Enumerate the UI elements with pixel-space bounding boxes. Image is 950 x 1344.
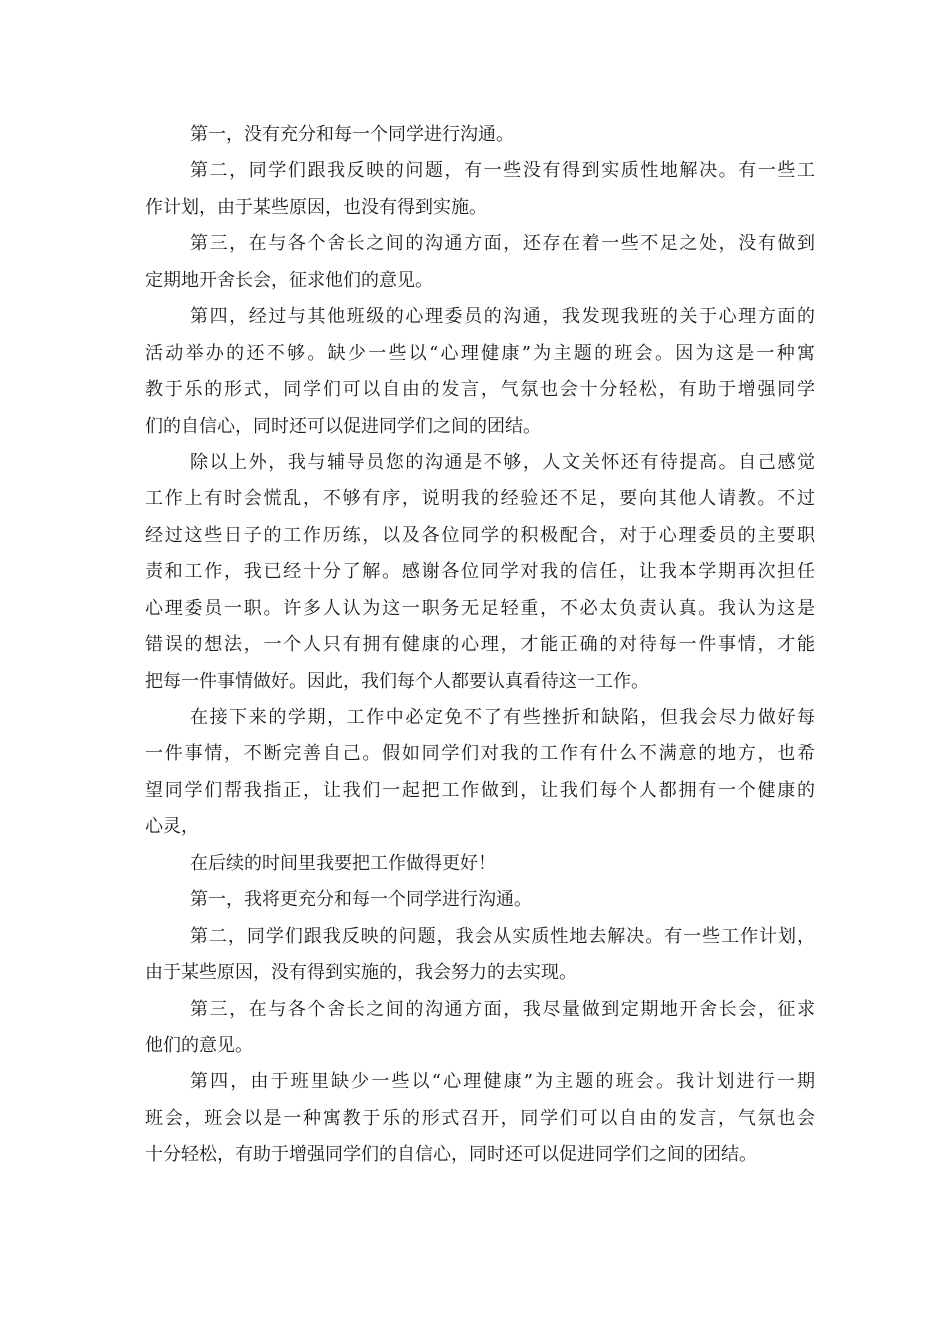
text-line: 第二，同学们跟我反映的问题，我会从实质性地去解决。有一些工作计划， [190,925,815,947]
text-line: 经过这些日子的工作历练，以及各位同学的积极配合，对于心理委员的主要职 [145,524,815,546]
text-line: 第二，同学们跟我反映的问题，有一些没有得到实质性地解决。有一些工 [190,160,815,182]
text-line: 第一，我将更充分和每一个同学进行沟通。 [190,889,532,911]
text-line: 在后续的时间里我要把工作做得更好！ [190,852,496,874]
text-line: 活动举办的还不够。缺少一些以“心理健康”为主题的班会。因为这是一种寓 [145,342,815,364]
text-line: 们的自信心，同时还可以促进同学们之间的团结。 [145,415,541,437]
text-line: 在接下来的学期，工作中必定免不了有些挫折和缺陷，但我会尽力做好每 [190,707,815,728]
text-line: 十分轻松，有助于增强同学们的自信心，同时还可以促进同学们之间的团结。 [145,1144,757,1166]
text-line: 望同学们帮我指正，让我们一起把工作做到，让我们每个人都拥有一个健康的 [145,779,815,801]
text-line: 工作上有时会慌乱，不够有序，说明我的经验还不足，要向其他人请教。不过 [145,488,815,510]
text-line: 由于某些原因，没有得到实施的，我会努力的去实现。 [145,962,577,984]
document-body [145,117,815,1174]
text-line: 一件事情，不断完善自己。假如同学们对我的工作有什么不满意的地方，也希 [145,743,815,765]
text-line: 第三，在与各个舍长之间的沟通方面，还存在着一些不足之处，没有做到 [190,233,815,255]
text-line: 他们的意见。 [145,1034,253,1056]
text-line: 把每一件事情做好。因此，我们每个人都要认真看待这一工作。 [145,670,649,692]
text-line: 定期地开舍长会，征求他们的意见。 [145,269,433,291]
text-line: 错误的想法，一个人只有拥有健康的心理，才能正确的对待每一件事情，才能 [145,634,815,656]
text-line: 心灵， [145,816,199,838]
text-line: 第四，经过与其他班级的心理委员的沟通，我发现我班的关于心理方面的 [190,306,815,328]
text-line: 除以上外，我与辅导员您的沟通是不够，人文关怀还有待提高。自己感觉 [190,451,815,473]
text-line: 心理委员一职。许多人认为这一职务无足轻重，不必太负责认真。我认为这是 [145,597,815,619]
text-line: 教于乐的形式，同学们可以自由的发言，气氛也会十分轻松，有助于增强同学 [145,379,815,401]
text-line: 第四，由于班里缺少一些以“心理健康”为主题的班会。我计划进行一期 [190,1071,815,1093]
text-line: 第一，没有充分和每一个同学进行沟通。 [190,124,514,145]
text-line: 第三，在与各个舍长之间的沟通方面，我尽量做到定期地开舍长会，征求 [190,998,815,1020]
text-line: 作计划，由于某些原因，也没有得到实施。 [145,196,487,218]
text-line: 班会，班会以是一种寓教于乐的形式召开，同学们可以自由的发言，气氛也会 [145,1107,815,1129]
text-line: 责和工作，我已经十分了解。感谢各位同学对我的信任，让我本学期再次担任 [145,561,815,583]
